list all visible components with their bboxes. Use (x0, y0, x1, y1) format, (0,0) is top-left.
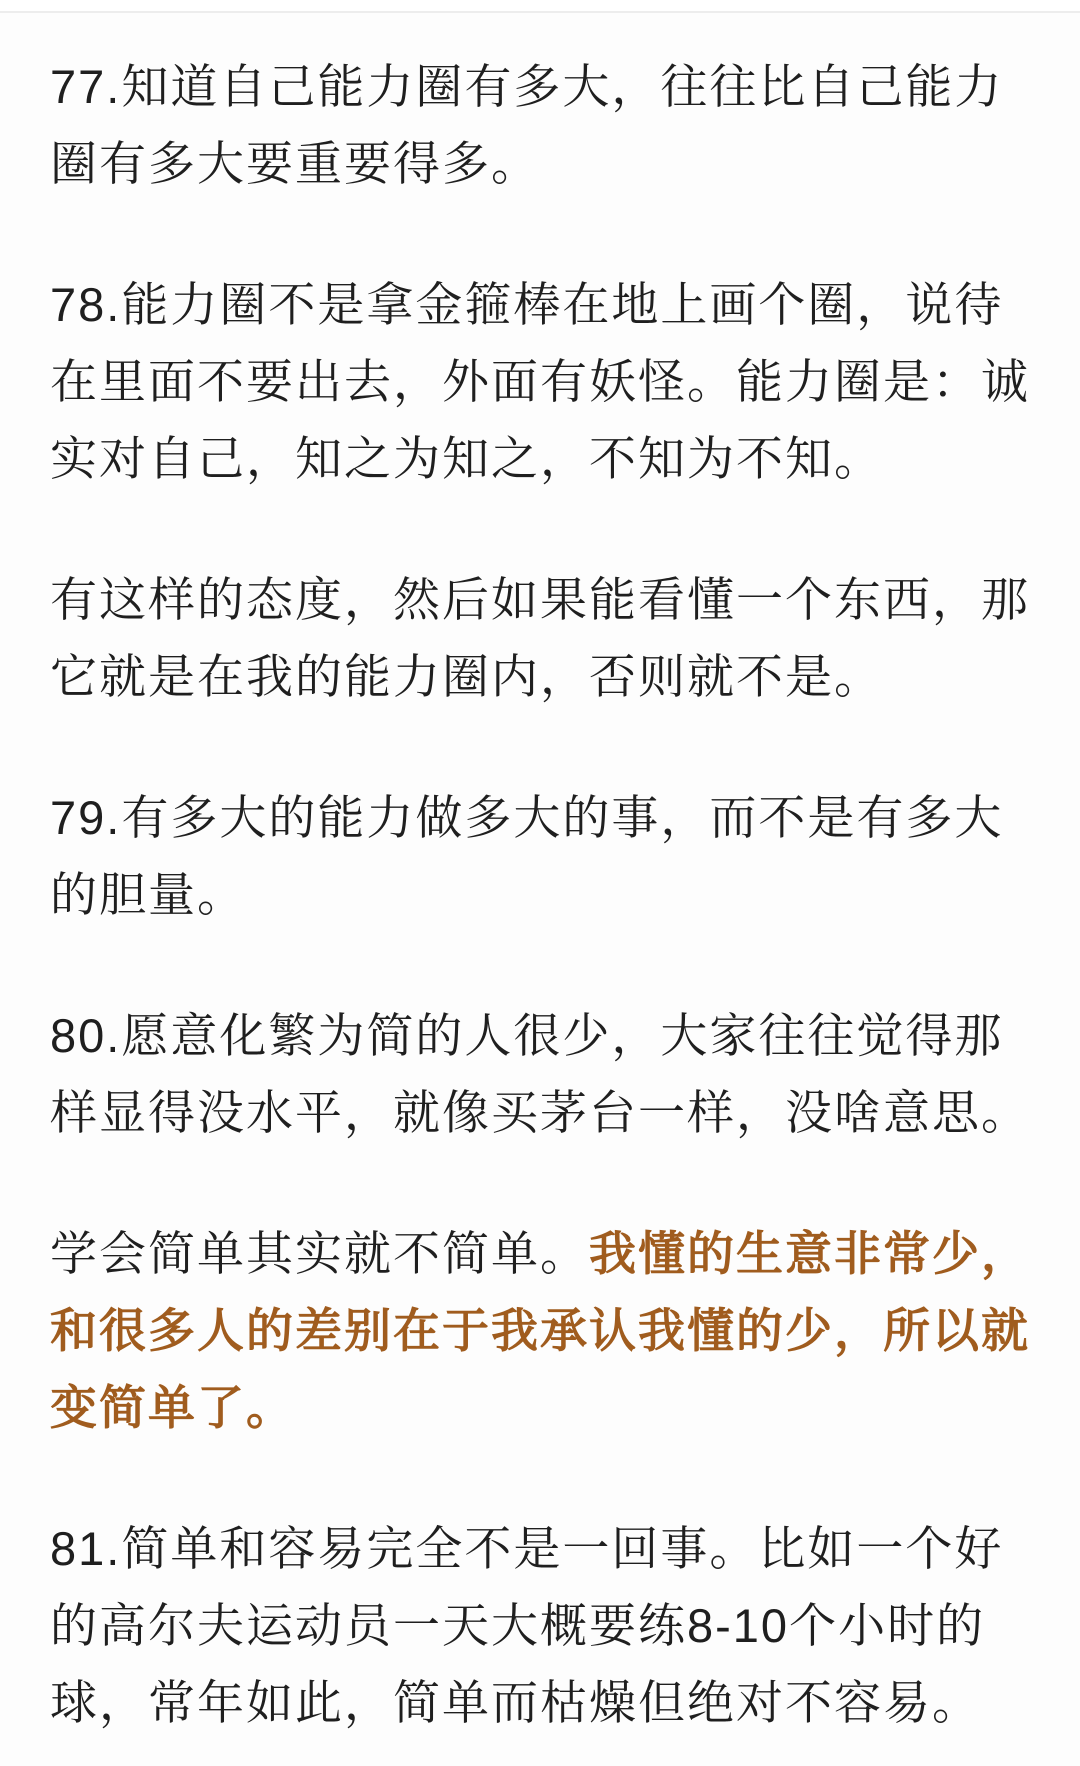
quote-78-followup-text: 有这样的态度，然后如果能看懂一个东西，那它就是在我的能力圈内，否则就不是。 (50, 573, 1030, 703)
quote-81 (50, 1510, 1030, 1741)
quote-78 (50, 266, 1030, 497)
quote-80-followup-lead-text: 学会简单其实就不简单。 (50, 1227, 589, 1280)
quote-81-text: 81.简单和容易完全不是一回事。比如一个好的高尔夫运动员一天大概要练8-10个小时的球，常年如此，简单而枯燥但绝对不容易。 (50, 1522, 1004, 1729)
quote-80-followup (50, 1215, 1030, 1446)
quote-78-text: 78.能力圈不是拿金箍棒在地上画个圈，说待在里面不要出去，外面有妖怪。能力圈是：诚实对自己，知之为知之，不知为不知。 (50, 278, 1030, 485)
quote-79-text: 79.有多大的能力做多大的事，而不是有多大的胆量。 (50, 791, 1004, 921)
quote-77 (50, 48, 1030, 202)
quote-77-text: 77.知道自己能力圈有多大，往往比自己能力圈有多大要重要得多。 (50, 60, 1004, 190)
quote-80 (50, 997, 1030, 1151)
quotes-list (0, 13, 1080, 1741)
quote-78-followup (50, 561, 1030, 715)
quote-80-followup-highlight-text: 我懂的生意非常少，和很多人的差别在于我承认我懂的少，所以就变简单了。 (50, 1227, 1030, 1434)
quote-79 (50, 779, 1030, 933)
top-divider (0, 0, 1080, 13)
quote-80-text: 80.愿意化繁为简的人很少，大家往往觉得那样显得没水平，就像买茅台一样，没啥意思。 (50, 1009, 1030, 1139)
